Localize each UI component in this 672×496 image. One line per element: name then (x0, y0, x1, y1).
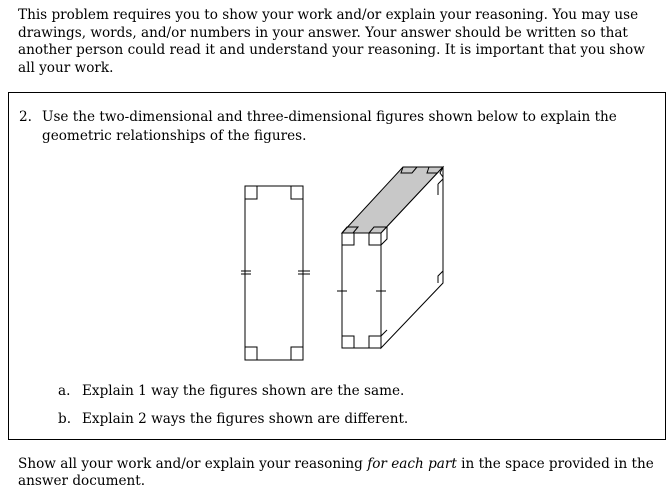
part-b-letter: b. (58, 411, 72, 427)
question-number: 2. (19, 109, 32, 125)
footer-emphasis: for each part (367, 456, 457, 472)
part-a (58, 383, 404, 400)
footer-instructions (18, 456, 658, 490)
part-b (58, 411, 408, 428)
question-prompt: Use the two-dimensional and three-dimensional figures shown below to explain the geometric relationships of the figures. (42, 109, 617, 144)
two-dimensional-rectangle (241, 186, 310, 360)
part-a-text: Explain 1 way the figures shown are the same. (82, 383, 405, 399)
instructions-text: This problem requires you to show your work and/or explain your reasoning. You may use drawings, words, and/or numbers in your answer. Your answer should be written so that another person could read it and understand your reasoning. It is important that you show all your work. (18, 7, 645, 76)
three-dimensional-prism (337, 167, 443, 348)
part-a-letter: a. (58, 383, 71, 399)
footer-text-after: in the space provided in the answer document. (18, 456, 654, 489)
footer-text-before: Show all your work and/or explain your reasoning (18, 456, 368, 472)
part-b-text: Explain 2 ways the figures shown are different. (82, 411, 409, 427)
problem-box (8, 92, 666, 440)
